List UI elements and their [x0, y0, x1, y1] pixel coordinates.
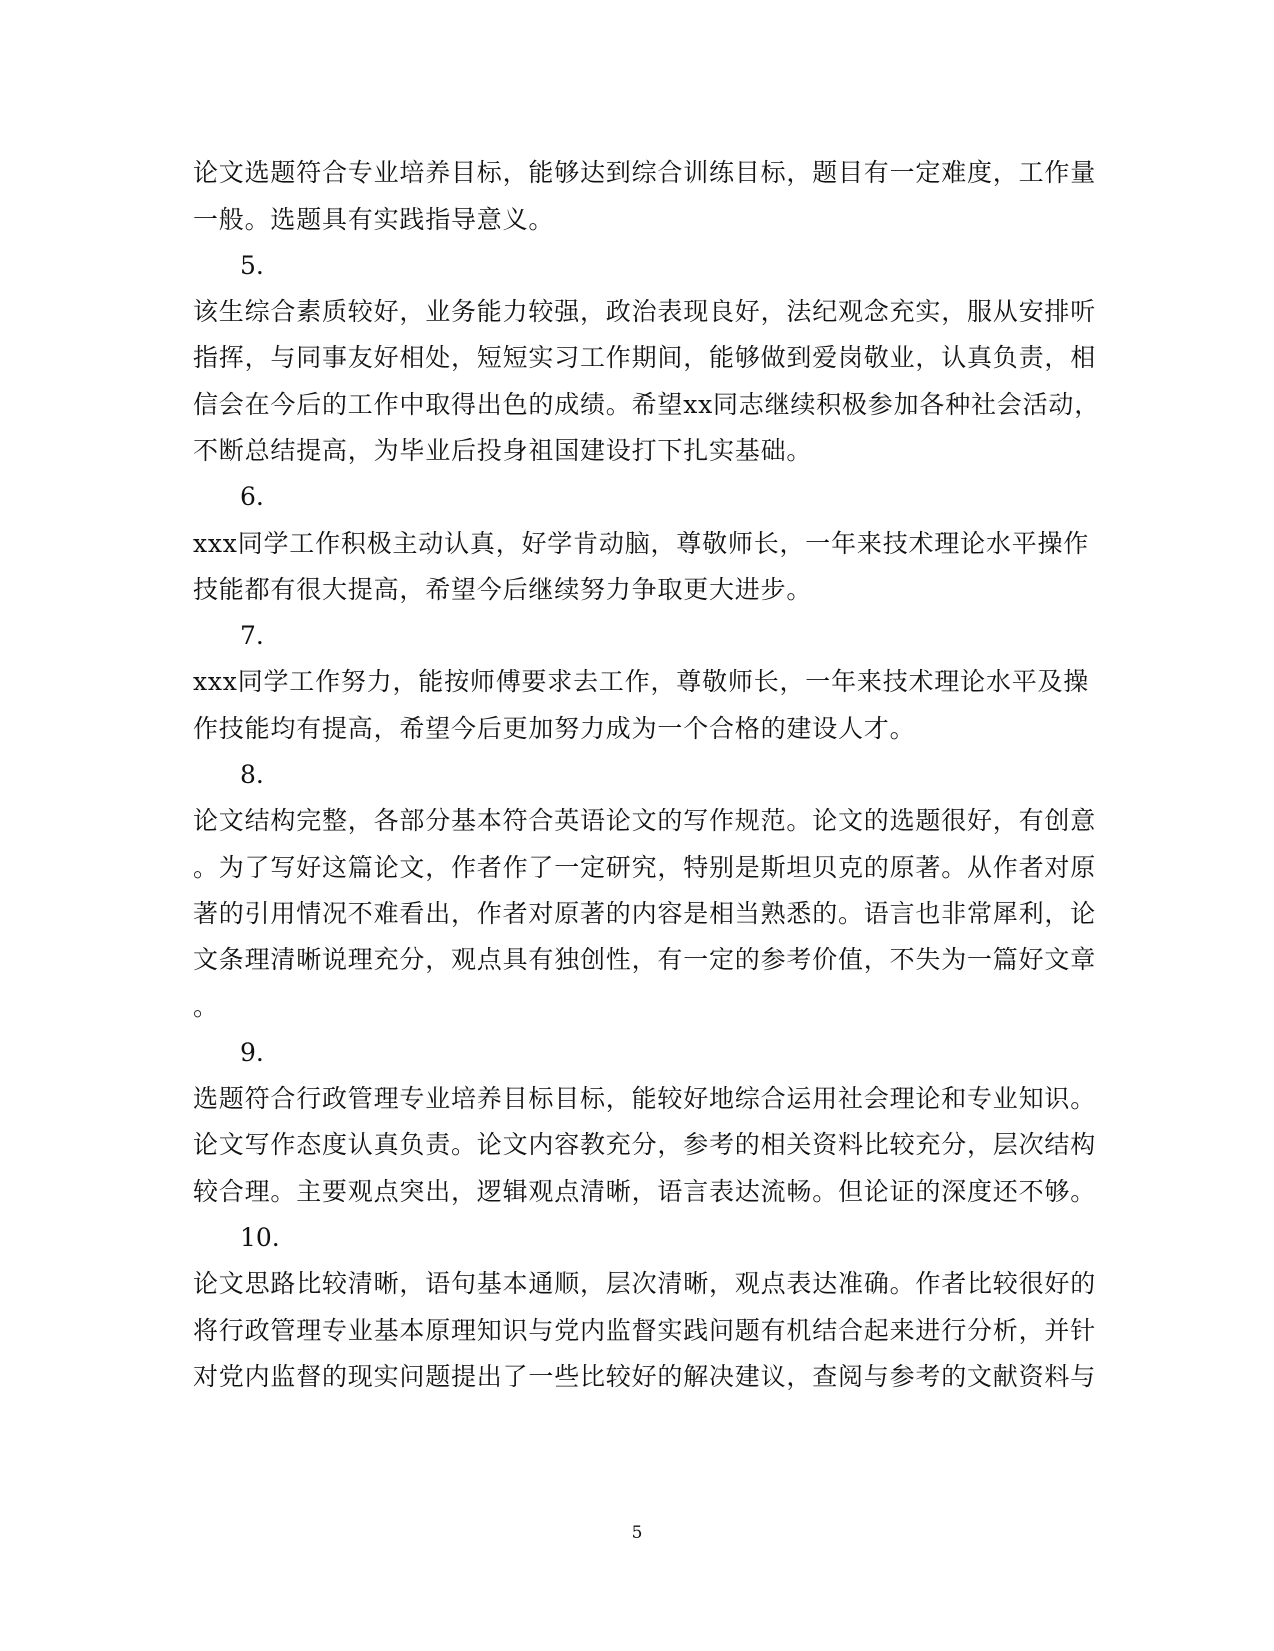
paragraph-line: 作技能均有提高，希望今后更加努力成为一个合格的建设人才。: [193, 714, 916, 743]
paragraph-line: 技能都有很大提高，希望今后继续努力争取更大进步。: [193, 575, 813, 604]
item-number: 6.: [240, 482, 264, 511]
item-number: 8.: [240, 760, 264, 789]
paragraph-line: 文条理清晰说理充分，观点具有独创性，有一定的参考价值，不失为一篇好文章: [193, 945, 1097, 974]
paragraph-line: xxx同学工作努力，能按师傅要求去工作，尊敬师长，一年来技术理论水平及操: [193, 667, 1090, 696]
paragraph-line: 。: [193, 992, 219, 1021]
paragraph-line: 。为了写好这篇论文，作者作了一定研究，特别是斯坦贝克的原著。从作者对原: [193, 853, 1097, 882]
item-number: 9.: [240, 1038, 264, 1067]
paragraph-line: 对党内监督的现实问题提出了一些比较好的解决建议，查阅与参考的文献资料与: [193, 1362, 1097, 1391]
paragraph-line: 著的引用情况不难看出，作者对原著的内容是相当熟悉的。语言也非常犀利，论: [193, 899, 1097, 928]
paragraph-line: 选题符合行政管理专业培养目标目标，能较好地综合运用社会理论和专业知识。: [193, 1084, 1097, 1113]
item-number: 10.: [240, 1223, 280, 1252]
page-number: 5: [631, 1523, 643, 1543]
paragraph-line: xxx同学工作积极主动认真，好学肯动脑，尊敬师长，一年来技术理论水平操作: [193, 529, 1090, 558]
paragraph-line: 不断总结提高，为毕业后投身祖国建设打下扎实基础。: [193, 436, 813, 465]
paragraph-line: 较合理。主要观点突出，逻辑观点清晰，语言表达流畅。但论证的深度还不够。: [193, 1177, 1097, 1206]
paragraph-line: 论文选题符合专业培养目标，能够达到综合训练目标，题目有一定难度，工作量: [193, 158, 1097, 187]
paragraph-line: 论文写作态度认真负责。论文内容教充分，参考的相关资料比较充分，层次结构: [193, 1130, 1097, 1159]
paragraph-line: 一般。选题具有实践指导意义。: [193, 205, 555, 234]
paragraph-line: 信会在今后的工作中取得出色的成绩。希望xx同志继续积极参加各种社会活动，: [193, 390, 1101, 419]
item-number: 5.: [240, 251, 264, 280]
paragraph-line: 将行政管理专业基本原理知识与党内监督实践问题有机结合起来进行分析，并针: [193, 1316, 1097, 1345]
item-number: 7.: [240, 621, 264, 650]
paragraph-line: 该生综合素质较好，业务能力较强，政治表现良好，法纪观念充实，服从安排听: [193, 297, 1097, 326]
paragraph-line: 论文结构完整，各部分基本符合英语论文的写作规范。论文的选题很好，有创意: [193, 806, 1097, 835]
paragraph-line: 论文思路比较清晰，语句基本通顺，层次清晰，观点表达准确。作者比较很好的: [193, 1269, 1097, 1298]
paragraph-line: 指挥，与同事友好相处，短短实习工作期间，能够做到爱岗敬业，认真负责，相: [193, 343, 1097, 372]
